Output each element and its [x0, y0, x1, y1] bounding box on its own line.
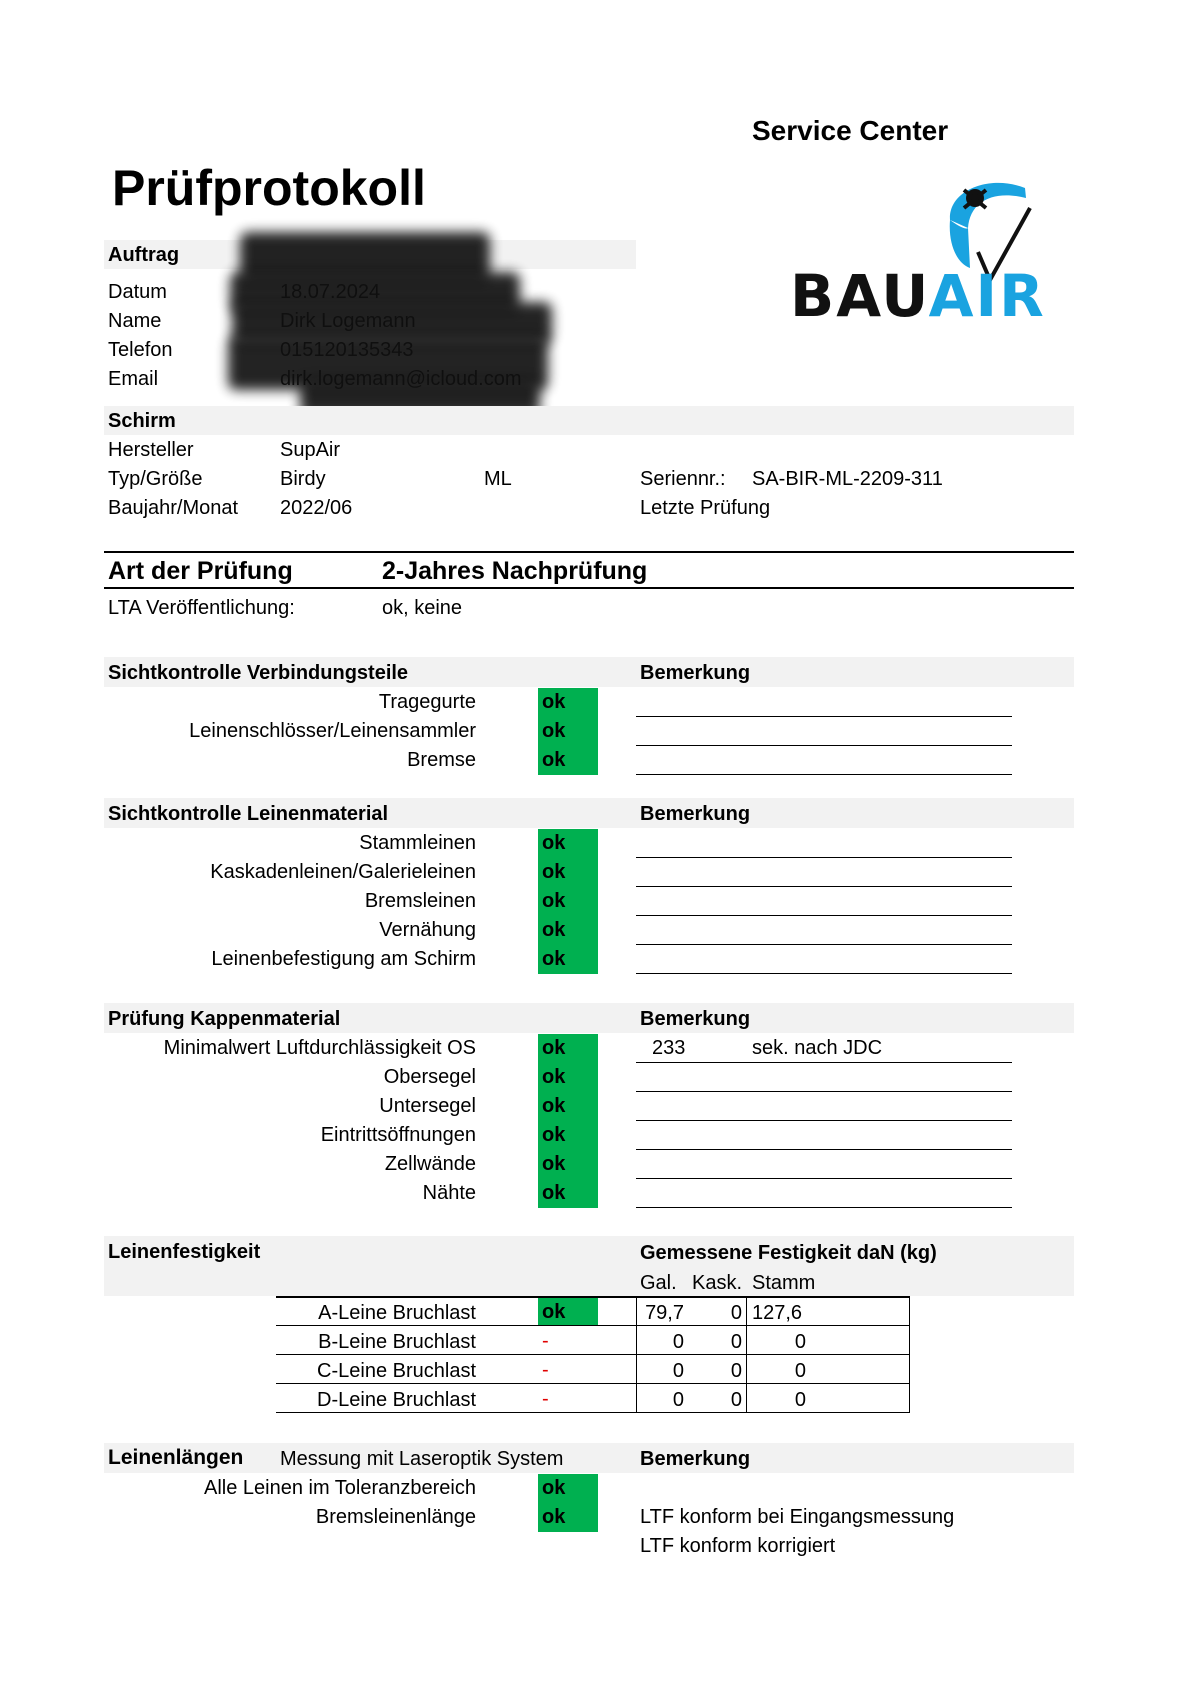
item-luftdurchlaessigkeit: Minimalwert Luftdurchlässigkeit OS [163, 1037, 476, 1059]
status-ok: ok [538, 688, 598, 717]
row-b-kask: 0 [730, 1331, 742, 1353]
laengen-bar [104, 1443, 1074, 1473]
remark-line [636, 857, 1012, 858]
status-ok: ok [538, 1092, 598, 1121]
lta-label: LTA Veröffentlichung: [108, 597, 295, 619]
remark-line [636, 774, 1012, 775]
remark-line [636, 1120, 1012, 1121]
status-ok: ok [538, 746, 598, 775]
note-eingangsmessung: LTF konform bei Eingangsmessung [640, 1506, 955, 1528]
col-stamm: Stamm [752, 1272, 816, 1294]
hersteller-value: SupAir [280, 439, 341, 461]
row-b-stamm: 0 [794, 1331, 806, 1353]
datum-label: Datum [108, 281, 167, 303]
verbindung-heading: Sichtkontrolle Verbindungsteile [108, 662, 409, 684]
status-ok: ok [538, 1121, 598, 1150]
row-b-gal: 0 [672, 1331, 684, 1353]
laengen-remark: Bemerkung [640, 1448, 751, 1470]
row-d-kask: 0 [730, 1389, 742, 1411]
kappe-heading: Prüfung Kappenmaterial [108, 1008, 341, 1030]
note-korrigiert: LTF konform korrigiert [640, 1535, 836, 1557]
baujahr-label: Baujahr/Monat [108, 497, 239, 519]
divider-bottom [104, 587, 1074, 589]
row-a-gal: 79,7 [645, 1302, 684, 1324]
festigkeit-measured: Gemessene Festigkeit daN (kg) [640, 1242, 937, 1264]
status-ok: ok [538, 717, 598, 746]
row-c-stamm: 0 [794, 1360, 806, 1382]
item-eintrittsoeffnungen: Eintrittsöffnungen [320, 1124, 476, 1146]
row-c-gal: 0 [672, 1360, 684, 1382]
row-a-stamm: 127,6 [752, 1302, 803, 1324]
status-ok: ok [538, 1150, 598, 1179]
item-bremse: Bremse [407, 749, 476, 771]
typ-value: Birdy [280, 468, 326, 490]
seriennr-label: Seriennr.: [640, 468, 726, 490]
email-label: Email [108, 368, 159, 390]
item-bremsleinen: Bremsleinen [364, 890, 476, 912]
hersteller-label: Hersteller [108, 439, 194, 461]
remark-line [636, 886, 1012, 887]
typ-label: Typ/Größe [108, 468, 203, 490]
remark-line [636, 1062, 1012, 1063]
status-ok: ok [538, 887, 598, 916]
item-vernaehung: Vernähung [379, 919, 476, 941]
art-value: 2-Jahres Nachprüfung [382, 557, 648, 585]
divider-top [104, 551, 1074, 553]
remark-line [636, 1149, 1012, 1150]
remark-line [636, 1207, 1012, 1208]
page-title: Prüfprotokoll [112, 160, 426, 216]
status-ok: ok [538, 858, 598, 887]
item-untersegel: Untersegel [379, 1095, 476, 1117]
status-dash: - [542, 1330, 549, 1352]
letzte-pruefung-label: Letzte Prüfung [640, 497, 771, 519]
item-obersegel: Obersegel [383, 1066, 476, 1088]
luft-value: 233 [652, 1037, 686, 1059]
remark-line [636, 745, 1012, 746]
item-bremsleinenlaenge: Bremsleinenlänge [315, 1506, 476, 1528]
col-gal: Gal. [640, 1272, 677, 1294]
telefon-label: Telefon [108, 339, 173, 361]
item-leinenschloesser: Leinenschlösser/Leinensammler [189, 720, 476, 742]
item-leinenbefestigung: Leinenbefestigung am Schirm [211, 948, 476, 970]
service-center-label: Service Center [752, 115, 949, 146]
art-label: Art der Prüfung [108, 557, 293, 585]
remark-line [636, 716, 1012, 717]
row-c-label: C-Leine Bruchlast [317, 1360, 476, 1382]
remark-line [636, 973, 1012, 974]
item-naehte: Nähte [422, 1182, 476, 1204]
name-label: Name [108, 310, 162, 332]
remark-line [636, 1178, 1012, 1179]
row-a-kask: 0 [730, 1302, 742, 1324]
status-ok: ok [538, 1474, 598, 1503]
schirm-bar [104, 406, 1074, 435]
seriennr-value: SA-BIR-ML-2209-311 [752, 468, 943, 490]
lta-value: ok, keine [382, 597, 463, 619]
item-stammleinen: Stammleinen [359, 832, 476, 854]
baujahr-value: 2022/06 [280, 497, 353, 519]
status-ok: ok [538, 829, 598, 858]
row-d-label: D-Leine Bruchlast [317, 1389, 476, 1411]
row-a-label: A-Leine Bruchlast [318, 1302, 476, 1324]
status-ok: ok [538, 916, 598, 945]
leinenmaterial-heading: Sichtkontrolle Leinenmaterial [108, 803, 389, 825]
status-ok: ok [538, 945, 598, 974]
remark-line [636, 944, 1012, 945]
logo-text-bau: BAU [790, 262, 929, 330]
bauair-logo [790, 168, 1070, 328]
item-toleranz: Alle Leinen im Toleranzbereich [203, 1477, 476, 1499]
row-d-gal: 0 [672, 1389, 684, 1411]
verbindung-remark: Bemerkung [640, 662, 751, 684]
row-c-kask: 0 [730, 1360, 742, 1382]
row-b-label: B-Leine Bruchlast [318, 1331, 476, 1353]
remark-line [636, 915, 1012, 916]
status-ok: ok [538, 1298, 598, 1325]
kappe-remark: Bemerkung [640, 1008, 751, 1030]
auftrag-heading: Auftrag [108, 244, 180, 266]
status-ok: ok [538, 1063, 598, 1092]
status-dash: - [542, 1388, 549, 1410]
status-ok: ok [538, 1034, 598, 1063]
logo-text-air: AIR [928, 262, 1046, 330]
remark-line [636, 1091, 1012, 1092]
row-d-stamm: 0 [794, 1389, 806, 1411]
col-kask: Kask. [692, 1272, 743, 1294]
status-dash: - [542, 1359, 549, 1381]
festigkeit-heading: Leinenfestigkeit [108, 1241, 261, 1263]
leinenmaterial-remark: Bemerkung [640, 803, 751, 825]
status-ok: ok [538, 1503, 598, 1532]
item-tragegurte: Tragegurte [378, 691, 476, 713]
laengen-method: Messung mit Laseroptik System [280, 1448, 564, 1470]
groesse-value: ML [484, 468, 512, 490]
luft-unit: sek. nach JDC [752, 1037, 883, 1059]
item-zellwaende: Zellwände [384, 1153, 476, 1175]
item-kaskadenleinen: Kaskadenleinen/Galerieleinen [210, 861, 476, 883]
status-ok: ok [538, 1179, 598, 1208]
schirm-heading: Schirm [108, 410, 176, 432]
laengen-heading: Leinenlängen [108, 1446, 244, 1469]
